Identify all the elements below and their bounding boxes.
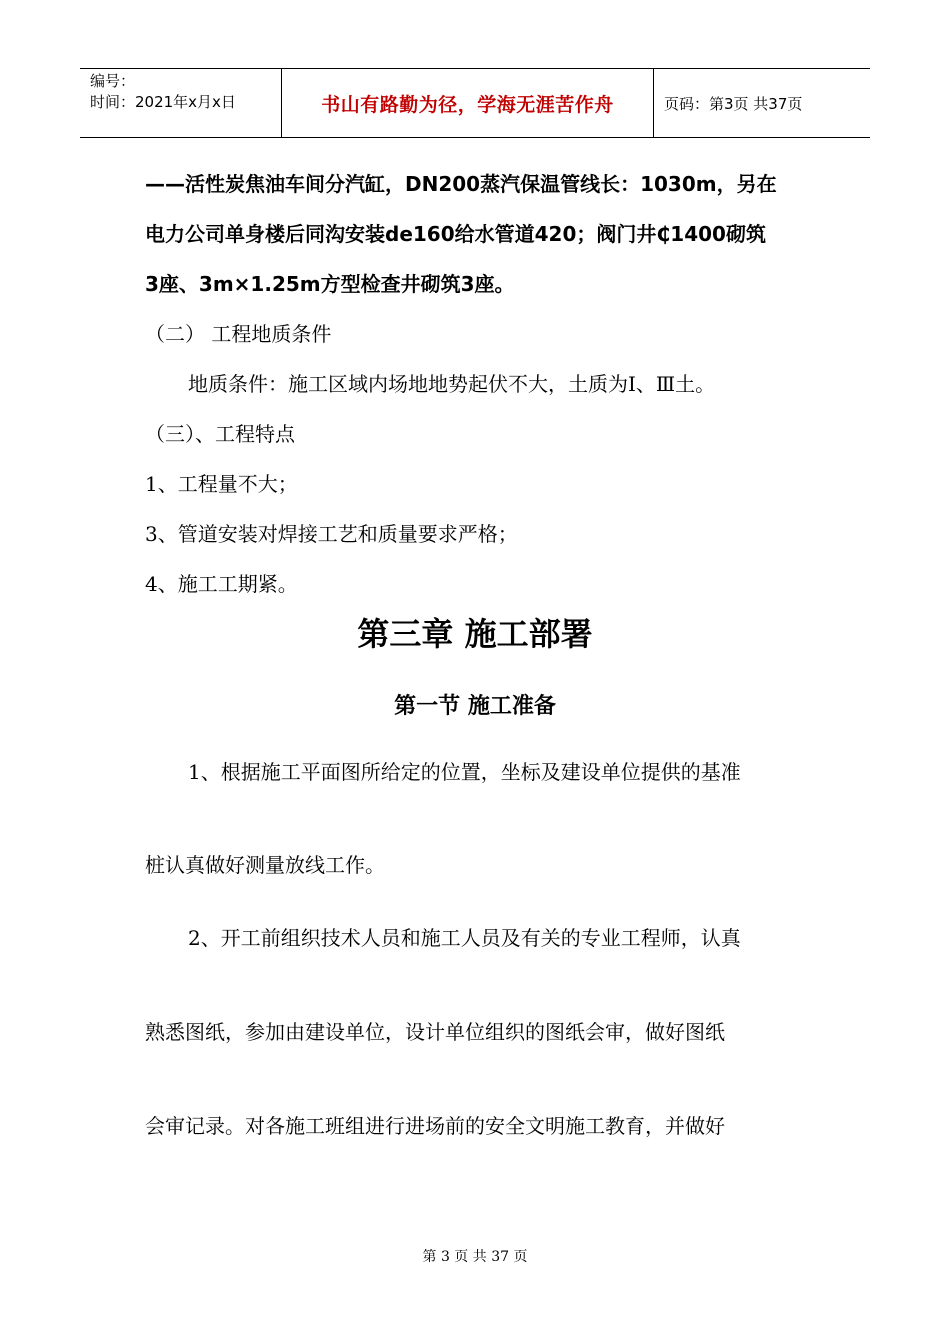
section-title: 第一节 施工准备 [394, 694, 556, 719]
section-heading: （二） 工程地质条件 [145, 322, 332, 346]
paragraph-line: 桩认真做好测量放线工作。 [145, 853, 385, 877]
header-motto: 书山有路勤为径，学海无涯苦作舟 [321, 93, 614, 116]
list-item: 4、施工工期紧。 [145, 572, 298, 596]
page-footer: 第 3 页 共 37 页 [422, 1249, 528, 1265]
header-page-label: 页码：第3页 共37页 [664, 94, 803, 113]
page-header [80, 68, 870, 138]
header-page-cell [654, 69, 870, 137]
paragraph-line: 3座、3m×1.25m方型检查井砌筑3座。 [145, 272, 515, 296]
paragraph-line: 熟悉图纸，参加由建设单位，设计单位组织的图纸会审，做好图纸 [145, 1020, 725, 1044]
section-heading: （三）、工程特点 [145, 422, 295, 446]
chapter-title: 第三章 施工部署 [357, 615, 593, 653]
paragraph-line: 2、开工前组织技术人员和施工人员及有关的专业工程师，认真 [188, 926, 741, 950]
document-time-label: 时间：2021年x月x日 [90, 93, 236, 111]
list-item: 1、工程量不大； [145, 472, 298, 496]
paragraph-line: 地质条件：施工区域内场地地势起伏不大，土质为Ⅰ、Ⅲ土。 [188, 372, 716, 396]
header-motto-cell [282, 69, 654, 137]
document-number-label: 编号： [90, 72, 136, 90]
paragraph-line: 会审记录。对各施工班组进行进场前的安全文明施工教育，并做好 [145, 1114, 725, 1138]
paragraph-line: ——活性炭焦油车间分汽缸，DN200蒸汽保温管线长：1030m，另在 [145, 172, 777, 196]
list-item: 3、管道安装对焊接工艺和质量要求严格； [145, 522, 518, 546]
paragraph-line: 1、根据施工平面图所给定的位置，坐标及建设单位提供的基准 [188, 760, 741, 784]
paragraph-line: 电力公司单身楼后同沟安装de160给水管道420；阀门井₵1400砌筑 [145, 222, 766, 246]
header-meta-cell [80, 69, 282, 137]
